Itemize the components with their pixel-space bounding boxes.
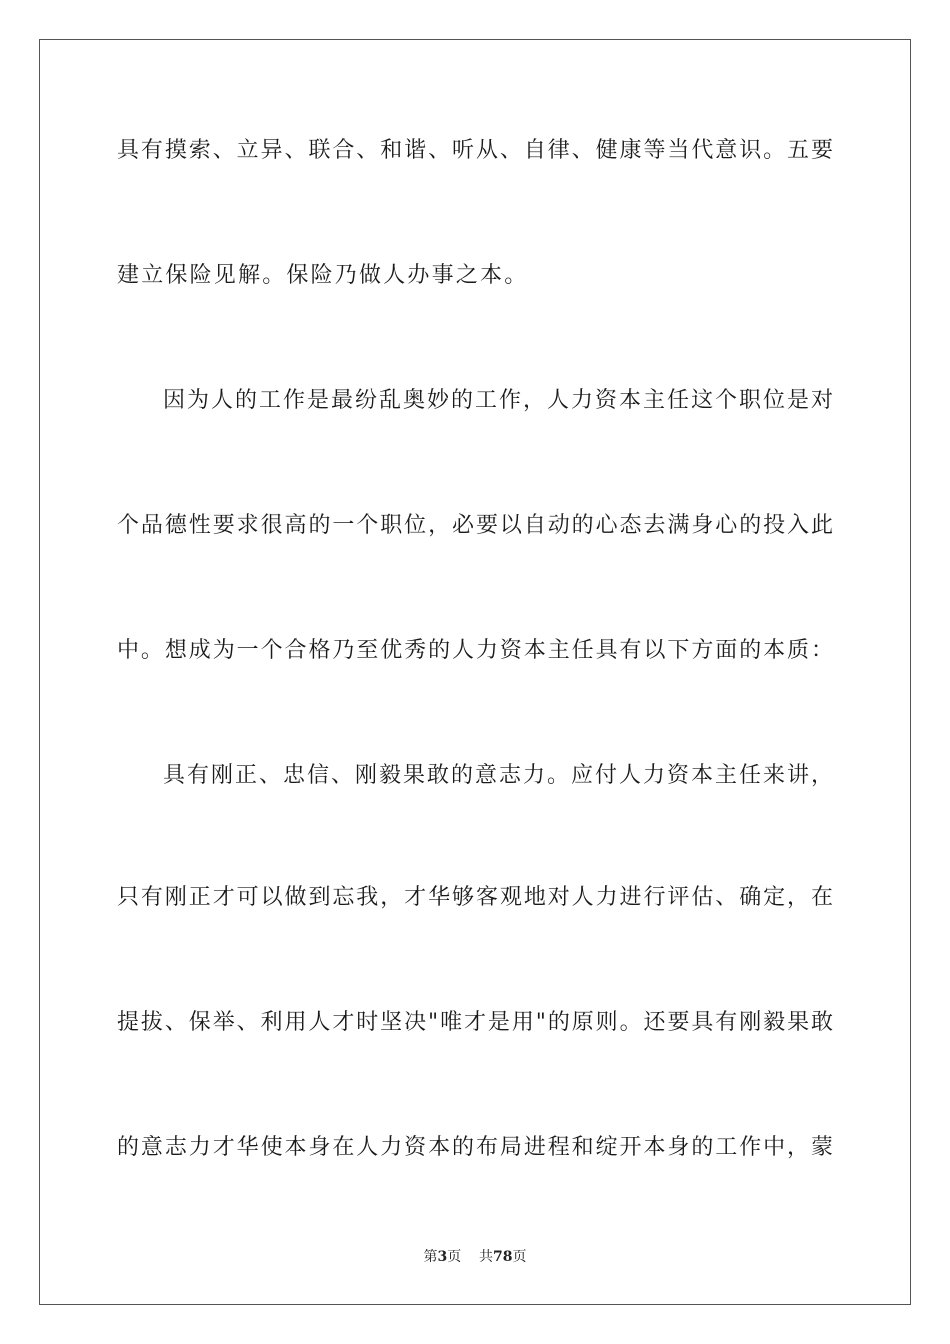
page-border [39, 39, 911, 1305]
footer-total-suffix: 页 [512, 1249, 527, 1265]
footer-total-pages: 78 [493, 1249, 513, 1265]
body-text-line-7: 只有刚正才可以做到忘我，才华够客观地对人力进行评估、确定，在 [117, 885, 833, 910]
footer-page-prefix: 第 [423, 1249, 438, 1265]
page-footer [0, 1248, 950, 1266]
body-text-line-8: 提拔、保举、利用人才时坚决"唯才是用"的原则。还要具有刚毅果敢 [117, 1010, 833, 1035]
footer-page-suffix: 页 [447, 1249, 462, 1265]
body-text-line-6: 具有刚正、忠信、刚毅果敢的意志力。应付人力资本主任来讲， [163, 763, 833, 788]
body-text-line-5: 中。想成为一个合格乃至优秀的人力资本主任具有以下方面的本质： [117, 638, 833, 663]
footer-page-number: 3 [437, 1249, 448, 1265]
body-text-line-1: 具有摸索、立异、联合、和谐、听从、自律、健康等当代意识。五要 [117, 138, 833, 163]
body-text-line-2: 建立保险见解。保险乃做人办事之本。 [117, 263, 529, 288]
body-text-line-9: 的意志力才华使本身在人力资本的布局进程和绽开本身的工作中，蒙 [117, 1135, 833, 1160]
body-text-line-3: 因为人的工作是最纷乱奥妙的工作，人力资本主任这个职位是对 [163, 388, 833, 413]
body-text-line-4: 个品德性要求很高的一个职位，必要以自动的心态去满身心的投入此 [117, 513, 833, 538]
footer-total-prefix: 共 [479, 1249, 494, 1265]
